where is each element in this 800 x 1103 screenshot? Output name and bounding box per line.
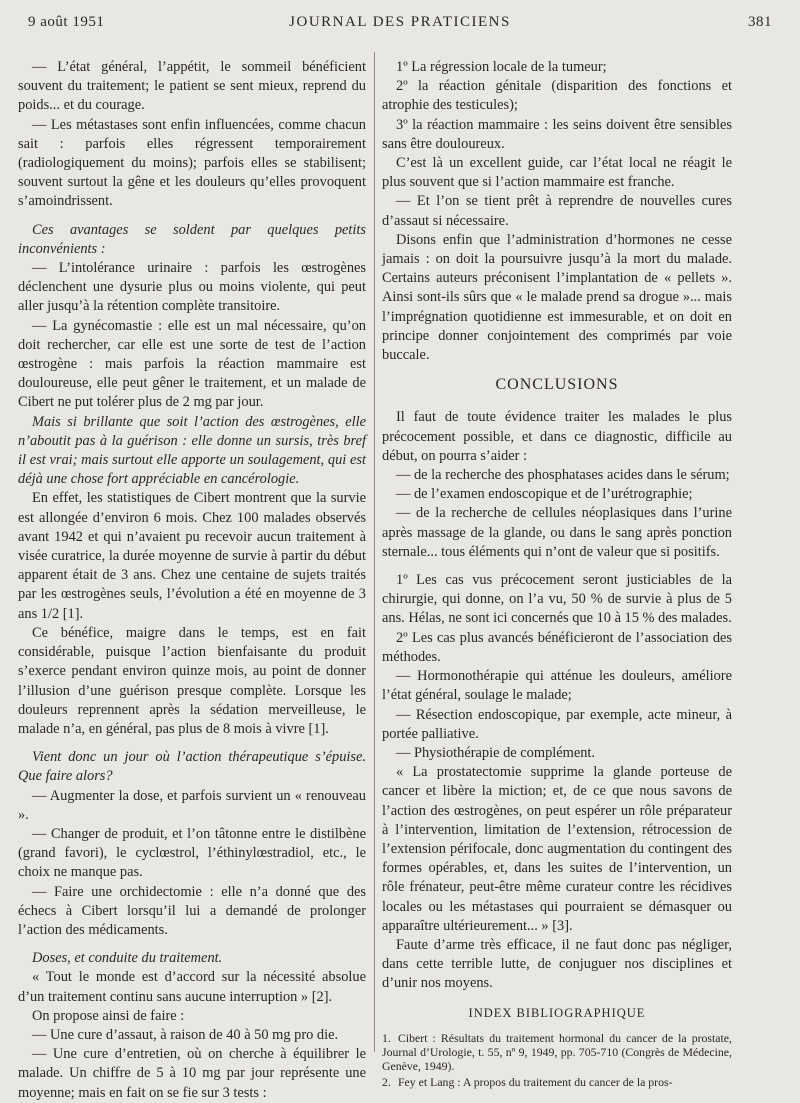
paragraph: — de la recherche des phosphatases acides dans le sérum; (396, 467, 730, 484)
paragraph: 2º Les cas plus avancés bénéficieront de l’association des méthodes. (382, 629, 732, 665)
italic-paragraph: Vient donc un jour où l’action thérapeutique s’épuise. Que faire alors? (18, 749, 366, 785)
paragraph: 1º Les cas vus précocement seront justiciables de la chirurgie, qui donne, on l’a vu, 50 % de survie à plus de 5 ans. Hélas, ne sont ici concernés que 10 à 15 % des malades. (382, 572, 732, 627)
paragraph: « Tout le monde est d’accord sur la nécessité absolue d’un traitement continu sans aucune interruption » [2]. (18, 969, 366, 1005)
paragraph: Faute d’arme très efficace, il ne faut donc pas négliger, dans cette terrible lutte, de conjuguer nos disciplines et d’unir nos moyens. (382, 936, 732, 992)
bibliography-entry (382, 1075, 732, 1089)
paragraph: Disons enfin que l’administration d’hormones ne cesse jamais : on doit la poursuivre jusqu’à la mort du malade. Certains auteurs préconisent l’implantation de « pellets ». Ainsi sont-ils sûrs que « le malade prend sa drogue »... mais l’imprégnation quotidienne est immesurable, et on doit en principe donner conjointement des comprimés par voie buccale. (382, 231, 732, 364)
paragraph: — Une cure d’entretien, où on cherche à équilibrer le malade. Un chiffre de 5 à 10 mg par jour représente une moyenne; mais en fait on se fie sur 3 tests : (18, 1046, 366, 1101)
conclusions-heading: CONCLUSIONS (495, 376, 619, 394)
paragraph: 2º la réaction génitale (disparition des fonctions et atrophie des testicules); (382, 78, 732, 114)
italic-paragraph: Ces avantages se soldent par quelques petits inconvénients : (18, 221, 366, 257)
column-divider (374, 52, 375, 1052)
bibliography-text: Cibert : Résultats du traitement hormonal du cancer de la prostate, Journal d’Urologie, t. 55, nº 9, 1949, pp. 705-710 (Congrès de Médecine, Genève, 1949). (382, 1030, 732, 1073)
right-column (382, 58, 732, 1089)
paragraph: On propose ainsi de faire : (32, 1007, 185, 1024)
journal-title: JOURNAL DES PRATICIENS (289, 14, 511, 30)
paragraph: — Hormonothérapie qui atténue les douleurs, améliore l’état général, soulage le malade; (382, 668, 732, 704)
paragraph: — La gynécomastie : elle est un mal nécessaire, qu’on doit rechercher, car elle est une sorte de test de l’action œstrogène : mais parfois la réaction mammaire est douloureuse, elle peut gêner le traitement, et un malade de Cibert ne put tolérer plus de 2 mg par jour. (18, 317, 366, 411)
bibliography-entry (382, 1031, 732, 1073)
paragraph: En effet, les statistiques de Cibert montrent que la survie est allongée d’environ 6 mois. Chez 100 malades observés avant 1942 et qui n’avaient pu recevoir aucun traitement à visée curatrice, la durée moyenne de survie à partir du début apparent était de 3 ans. Chez une centaine de sujets traités par les œstrogènes seuls, l’évolution a été en moyenne de 3 ans 1/2 [1]. (18, 490, 366, 622)
paragraph: — Changer de produit, et l’on tâtonne entre le distilbène (grand favori), le cyclœstrol, l’éthinylœstradiol, etc., le choix ne manque pas. (18, 825, 366, 881)
bibliography-heading: INDEX BIBLIOGRAPHIQUE (468, 1005, 646, 1020)
paragraph: — Les métastases sont enfin influencées, comme chacun sait : parfois elles régressent temporairement (radiologiquement du moins); parfois elles se stabilisent; souvent surtout la gêne et les douleurs qu’elles provoquent s’amoindrissent. (18, 116, 366, 210)
paragraph: C’est là un excellent guide, car l’état local ne réagit le plus souvent que si l’action mammaire est franche. (382, 155, 732, 191)
bibliography-number: 2. (382, 1074, 391, 1089)
paragraph: — Physiothérapie de complément. (396, 744, 596, 761)
paragraph: — Une cure d’assaut, à raison de 40 à 50 mg pro die. (32, 1026, 339, 1043)
page-header (28, 14, 772, 36)
paragraph: — Résection endoscopique, par exemple, acte mineur, à portée palliative. (382, 706, 732, 742)
page-number: 381 (748, 14, 772, 30)
header-date: 9 août 1951 (28, 14, 105, 30)
paragraph: 1º La régression locale de la tumeur; (396, 59, 607, 75)
paragraph: — de l’examen endoscopique et de l’urétrographie; (396, 486, 693, 503)
paragraph: Il faut de toute évidence traiter les malades le plus précocement possible, et dans ce diagnostic, difficile au début, on pourra s’aider : (382, 409, 732, 464)
paragraph: — L’état général, l’appétit, le sommeil bénéficient souvent du traitement; le patient se sent mieux, reprend du poids... et du courage. (18, 59, 366, 114)
paragraph: « La prostatectomie supprime la glande porteuse de cancer et libère la miction; et, de ce que nous savons de l’action des œstrogènes, on peut espérer un rôle préparateur à l’intervention, limitation de l’extension, rétrocession de l’extension périfocale, donc augmentation du contingent des formes opérables, et, dans les suites de l’intervention, un rôle frénateur, peut-être même curateur contre les récidives locales ou les métastases qui pourraient se démasquer ou apparaître ultérieurement... » [3]. (382, 764, 732, 934)
bibliography-number: 1. (382, 1030, 391, 1045)
section-heading: Doses, et conduite du traitement. (32, 950, 223, 967)
paragraph: — de la recherche de cellules néoplasiques dans l’urine après massage de la glande, ou dans le sang après ponction sternale... tous éléments qui n’ont de valeur que si positifs. (382, 505, 732, 560)
paragraph: — Augmenter la dose, et parfois survient un « renouveau ». (18, 787, 366, 823)
left-column (18, 58, 366, 1103)
bibliography-text: Fey et Lang : A propos du traitement du cancer de la pros- (398, 1074, 673, 1089)
paragraph: — Faire une orchidectomie : elle n’a donné que des échecs à Cibert lorsqu’il lui a demandé de prolonger l’action des médicaments. (18, 883, 366, 938)
paragraph: — Et l’on se tient prêt à reprendre de nouvelles cures d’assaut si nécessaire. (382, 193, 732, 229)
paragraph: Ce bénéfice, maigre dans le temps, est en fait considérable, puisque l’action bienfaisante du produit s’exerce pendant environ quinze mois, au point de donner l’illusion d’une guérison presque complète. Lorsque les douleurs reprennent après la sédation merveilleuse, le malade n’a, en général, pas plus de 8 mois à vivre [1]. (18, 624, 366, 737)
paragraph: — L’intolérance urinaire : parfois les œstrogènes déclenchent une dysurie plus ou moins violente, qui peut aller jusqu’à la rétention complète transitoire. (18, 260, 366, 315)
paragraph: 3º la réaction mammaire : les seins doivent être sensibles sans être douloureux. (382, 116, 732, 152)
italic-paragraph: Mais si brillante que soit l’action des œstrogènes, elle n’aboutit pas à la guérison : elle donne un sursis, très bref il est vrai; mais surtout elle apporte un soulagement, qui est déjà une chose fort appréciable en cancérologie. (18, 413, 366, 488)
